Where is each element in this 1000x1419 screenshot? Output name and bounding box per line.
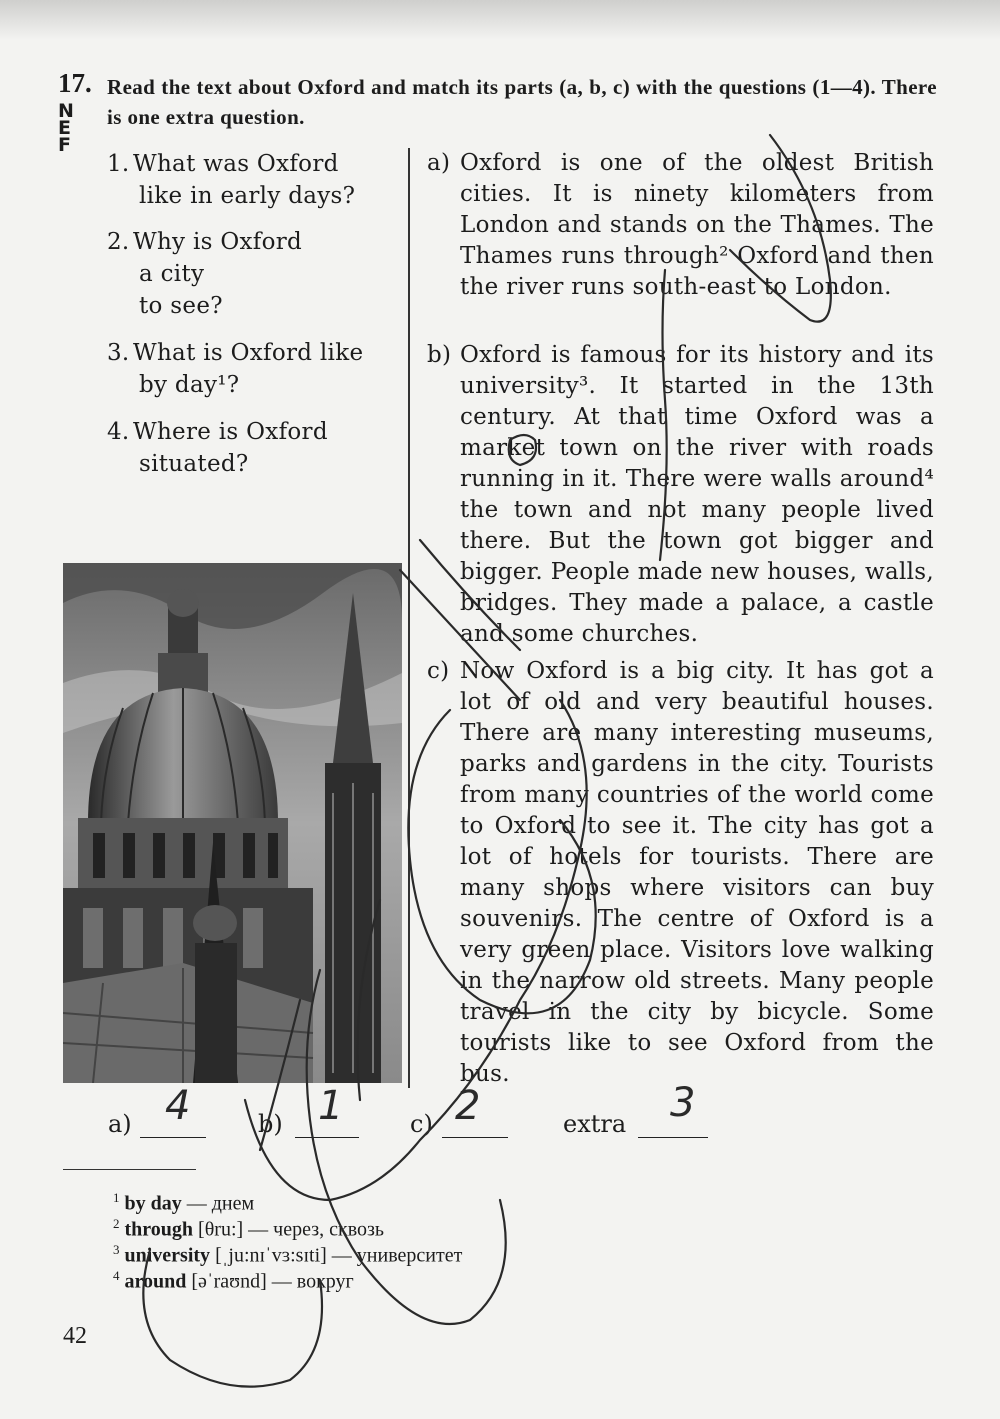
answer-extra-handwritten: 3 (670, 1080, 696, 1126)
footnote-definition: [əˈraʊnd] — вокруг (186, 1270, 354, 1293)
question-number: 4. (107, 419, 130, 445)
answer-c-handwritten: 2 (455, 1083, 481, 1129)
paragraph-text: Now Oxford is a big city. It has got a lot of old and very beautiful houses. There are many interesting museums, parks and gardens in the city. Tourists from many countries of the world come to Oxford to see it. The city has got a lot of hotels for tourists. There are many shops where visitors can buy souvenirs. The centre of Oxford is a very green place. Visitors love walking in the narrow old streets. Many people travel in the city by bicycle. Some tourists like to see Oxford from the bus. (460, 658, 934, 1087)
footnote-marker: 4 (113, 1268, 120, 1283)
answer-a-handwritten: 4 (165, 1083, 191, 1129)
footnote-marker: 3 (113, 1242, 120, 1257)
question-text-cont: by day¹? (139, 372, 240, 398)
paragraph-label: a) (427, 150, 451, 176)
answer-c-blank[interactable] (442, 1137, 508, 1138)
footnote-marker: 1 (113, 1190, 120, 1205)
question-text: What was Oxford (133, 151, 339, 177)
question-text-cont: like in early days? (139, 183, 356, 209)
side-letter: F (58, 134, 71, 156)
answer-extra-blank[interactable] (638, 1137, 708, 1138)
side-letter: N (58, 100, 74, 122)
footnote-term: by day (124, 1192, 182, 1215)
question-number: 2. (107, 229, 130, 255)
paragraph-a (427, 148, 934, 303)
question-text: What is Oxford like (133, 340, 364, 366)
question-number: 1. (107, 151, 130, 177)
task-number: 17. (58, 68, 92, 98)
paragraph-b (427, 340, 934, 650)
question-number: 3. (107, 340, 130, 366)
question-text-cont: situated? (139, 451, 249, 477)
paragraph-text: Oxford is one of the oldest British cities. It is ninety kilometers from London and stands on the Thames. The Thames runs through² Oxford and then the river runs south-east to London. (460, 150, 934, 300)
page-number: 42 (63, 1323, 87, 1349)
answer-c-label: c) (410, 1110, 433, 1138)
question-2 (107, 226, 302, 322)
footnote-term: university (124, 1244, 211, 1267)
page-top-shadow (0, 0, 1000, 40)
footnote-definition: [θru:] — через, сквозь (193, 1218, 385, 1241)
question-text: Where is Oxford (133, 419, 328, 445)
answer-b-blank[interactable] (295, 1137, 359, 1138)
footnote-term: around (124, 1270, 187, 1293)
paragraph-label: c) (427, 658, 450, 684)
footnote-rule (63, 1169, 196, 1170)
paragraph-label: b) (427, 342, 452, 368)
oxford-photo (63, 563, 402, 1083)
radcliffe-camera-illustration (63, 563, 402, 1083)
footnote-marker: 2 (113, 1216, 120, 1231)
answer-a-label: a) (108, 1110, 132, 1138)
column-divider (408, 148, 410, 1088)
question-text-cont: a city to see? (139, 261, 223, 319)
side-letter: E (58, 117, 71, 139)
paragraph-text: Oxford is famous for its history and its university³. It started in the 13th century. At that time Oxford was a market town on the river with roads running in it. There were walls around⁴ the town and not many people lived there. But the town got bigger and bigger. People made new houses, walls, bridges. They made a palace, a castle and some churches. (460, 342, 934, 647)
answer-b-handwritten: 1 (318, 1083, 344, 1129)
answer-b-label: b) (258, 1110, 283, 1138)
footnote-definition: [ˌju:nɪˈvɜ:sɪti] — университет (210, 1244, 463, 1267)
footnote-definition: — днем (181, 1192, 255, 1215)
paragraph-c (427, 656, 934, 1090)
footnote-term: through (124, 1218, 194, 1241)
answer-extra-label: extra (563, 1110, 627, 1138)
answer-a-blank[interactable] (140, 1137, 206, 1138)
question-1 (107, 148, 355, 212)
question-text: Why is Oxford (133, 229, 303, 255)
question-4 (107, 416, 328, 480)
task-instruction: Read the text about Oxford and match its parts (a, b, c) with the questions (1—4). There is one extra question. (107, 75, 937, 129)
question-3 (107, 337, 363, 401)
side-letters (58, 100, 74, 156)
footnote-4 (113, 1263, 354, 1295)
